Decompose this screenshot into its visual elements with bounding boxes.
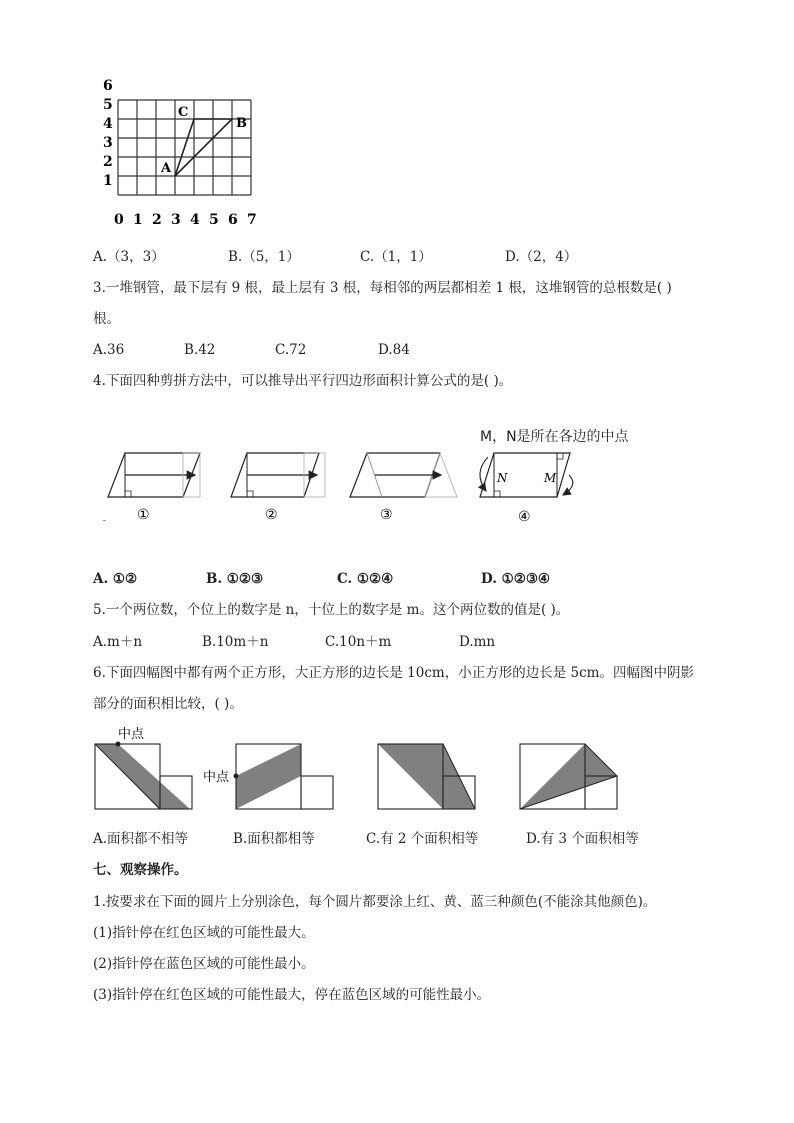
y-tick-2: 2 [103,154,113,170]
q5-option-d[interactable]: D.mn [459,634,496,650]
q2-option-d[interactable]: D.（2，4） [505,249,578,265]
q6-figure-1 [95,726,192,809]
q5-text: 5.一个两位数，个位上的数字是 n，十位上的数字是 m。这个两位数的值是( )。 [93,602,570,618]
y-axis-ticks [103,78,113,189]
q4-figure-4 [480,453,573,497]
section-7-q1: 1.按要求在下面的圆片上分别涂色，每个圆片都要涂上红、黄、蓝三种颜色(不能涂其他颜色)。 [93,894,657,910]
q5-option-b[interactable]: B.10m＋n [202,634,269,650]
q6-text-line1: 6.下面四幅图中都有两个正方形，大正方形的边长是 10cm，小正方形的边长是 5cm。四幅图中阴影 [93,665,694,681]
q6-square-figures [90,722,630,814]
q2-option-a[interactable]: A.（3，3） [93,249,165,265]
x-tick-1: 1 [133,212,143,228]
q6-figure-3 [378,744,475,809]
point-labels [160,105,247,176]
q4-m-label: M [544,471,557,485]
q4-text: 4.下面四种剪拼方法中，可以推导出平行四边形面积计算公式的是( )。 [93,373,513,389]
x-tick-7: 7 [247,212,257,228]
q4-option-c[interactable]: C. ①②④ [337,571,394,587]
point-label-a: A [161,161,172,176]
q4-figure-1 [108,453,200,497]
q4-midpoint-note: M，N是所在各边的中点 [480,429,629,445]
q6-figure-2 [203,744,333,809]
section-7-sub1: (1)指针停在红色区域的可能性最大。 [93,925,315,941]
q6-option-a[interactable]: A.面积都不相等 [93,831,189,847]
q4-option-a[interactable]: A. ①② [93,571,138,587]
x-tick-5: 5 [209,212,219,228]
y-tick-3: 3 [103,135,113,151]
q6-option-c[interactable]: C.有 2 个面积相等 [366,831,479,847]
section-7-sub2: (2)指针停在蓝色区域的可能性最小。 [93,956,315,972]
q4-label-2: ② [265,507,278,523]
point-label-c: C [178,105,189,120]
q2-option-b[interactable]: B.（5，1） [228,249,300,265]
q4-label-4: ④ [518,509,531,525]
q4-option-d[interactable]: D. ①②③④ [481,571,551,587]
coordinate-grid-figure [98,78,268,230]
q3-text-line2: 根。 [93,311,120,327]
q4-figure-2 [231,453,325,497]
q4-n-label: N [497,471,508,485]
y-tick-1: 1 [103,173,113,189]
x-tick-4: 4 [190,212,200,228]
section-7-title: 七、观察操作。 [93,862,188,878]
q3-option-c[interactable]: C.72 [275,342,307,358]
q4-label-1: ① [137,507,150,523]
q6-midpoint-label-1: 中点 [118,727,145,742]
x-tick-0: 0 [114,212,124,228]
q6-option-b[interactable]: B.面积都相等 [233,831,315,847]
q4-figure-3 [350,453,457,497]
y-tick-6: 6 [103,78,113,94]
q4-label-3: ③ [380,507,393,523]
q3-text-line1: 3.一堆钢管，最下层有 9 根，最上层有 3 根，每相邻的两层都相差 1 根，这堆钢管的总根数是( ) [93,280,672,296]
q3-option-d[interactable]: D.84 [378,342,410,358]
q5-option-c[interactable]: C.10n＋m [325,634,392,650]
q2-option-c[interactable]: C.（1，1） [360,249,432,265]
x-tick-6: 6 [228,212,238,228]
stray-mark [103,520,106,521]
q6-midpoint-label-2: 中点 [203,770,230,785]
y-tick-5: 5 [103,97,113,113]
q6-option-d[interactable]: D.有 3 个面积相等 [526,831,639,847]
point-label-b: B [236,116,247,131]
q4-cut-figures [95,445,595,530]
q3-option-a[interactable]: A.36 [93,342,125,358]
q6-text-line2: 部分的面积相比较，( )。 [93,696,243,712]
x-tick-2: 2 [152,212,162,228]
q4-option-b[interactable]: B. ①②③ [206,571,264,587]
section-7-sub3: (3)指针停在红色区域的可能性最大，停在蓝色区域的可能性最小。 [93,987,491,1003]
q6-figure-4 [520,744,617,809]
x-axis-ticks [114,212,257,228]
q3-option-b[interactable]: B.42 [184,342,216,358]
triangle-abc [175,119,232,176]
q5-option-a[interactable]: A.m＋n [93,634,143,650]
x-tick-3: 3 [171,212,181,228]
y-tick-4: 4 [103,116,113,132]
